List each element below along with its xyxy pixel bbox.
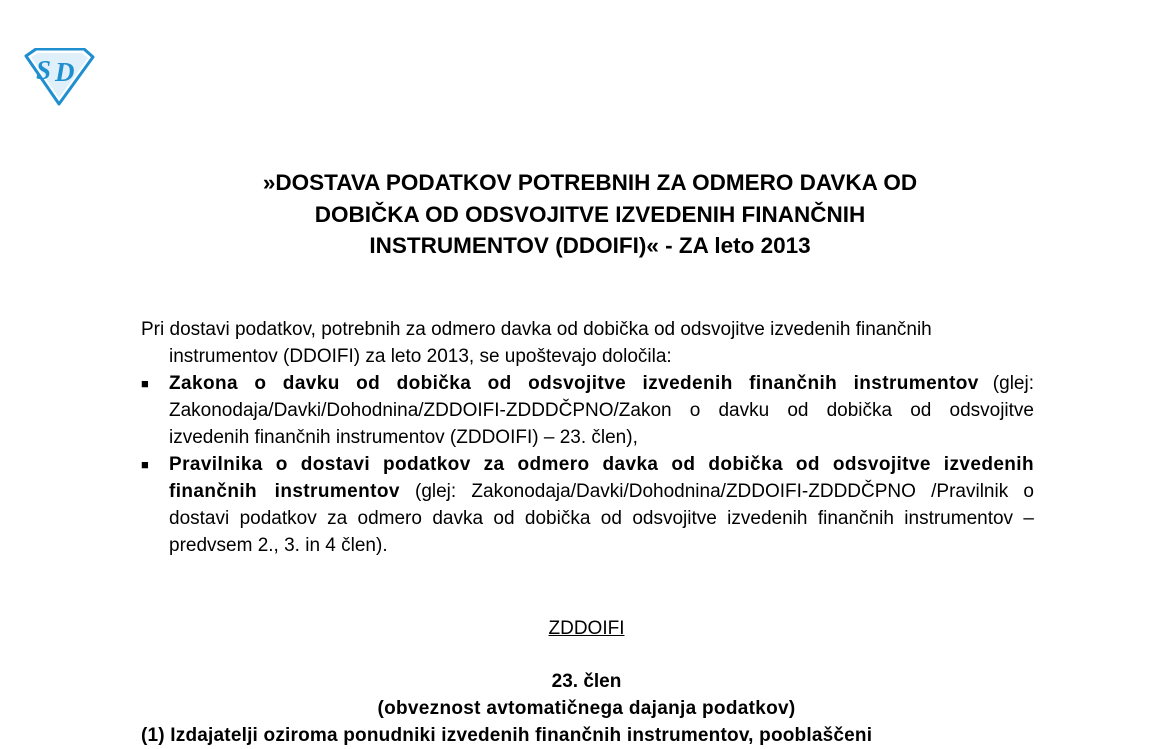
law-name: Zakona o davku od dobička od odsvojitve izvedenih finančnih instrumentov bbox=[169, 373, 979, 394]
list-item bbox=[141, 451, 1034, 559]
intro-section bbox=[141, 316, 1034, 559]
law-reference: (glej: Zakonodaja/Davki/Dohodnina/ZDDOIFI-ZDDDČPNO/Zakon o davku od dobička od odsvojitve izvedenih finančnih instrumentov (ZDDOIFI) – 23. člen), bbox=[169, 373, 1034, 448]
article-paragraph: (1) Izdajatelji oziroma ponudniki izvedenih finančnih instrumentov, pooblaščeni bbox=[141, 725, 873, 746]
regulation-list bbox=[141, 370, 1034, 559]
document-title bbox=[140, 167, 1040, 262]
title-line-1: »DOSTAVA PODATKOV POTREBNIH ZA ODMERO DAVKA OD bbox=[262, 170, 918, 195]
title-line-3: INSTRUMENTOV (DDOIFI)« - ZA leto 2013 bbox=[369, 233, 811, 258]
bullet-icon: ■ bbox=[141, 376, 149, 391]
article-number: 23. člen bbox=[551, 671, 622, 692]
rulebook-reference: (glej: Zakonodaja/Davki/Dohodnina/ZDDOIFI-ZDDDČPNO /Pravilnik o dostavi podatkov za odmero davka od dobička od odsvojitve izvedenih finančnih instrumentov – predvsem 2., 3. in 4 člen). bbox=[169, 481, 1034, 556]
bullet-icon: ■ bbox=[141, 457, 149, 472]
title-line-2: DOBIČKA OD ODSVOJITVE IZVEDENIH FINANČNIH bbox=[314, 201, 866, 227]
intro-paragraph: Pri dostavi podatkov, potrebnih za odmero davka od dobička od odsvojitve izvedenih finančnih instrumentov (DDOIFI) za leto 2013, se upoštevajo določila: bbox=[141, 319, 932, 367]
section-heading: ZDDOIFI bbox=[548, 618, 625, 639]
article-title: (obveznost avtomatičnega dajanja podatkov) bbox=[377, 698, 796, 719]
list-item bbox=[141, 370, 1034, 451]
logo-letter-s: S bbox=[36, 55, 52, 85]
rulebook-name: Pravilnika o dostavi podatkov za odmero davka od dobička od odsvojitve izvedenih finančnih instrumentov bbox=[169, 454, 1034, 502]
logo-letter-d: D bbox=[55, 57, 75, 87]
company-logo bbox=[22, 48, 96, 106]
